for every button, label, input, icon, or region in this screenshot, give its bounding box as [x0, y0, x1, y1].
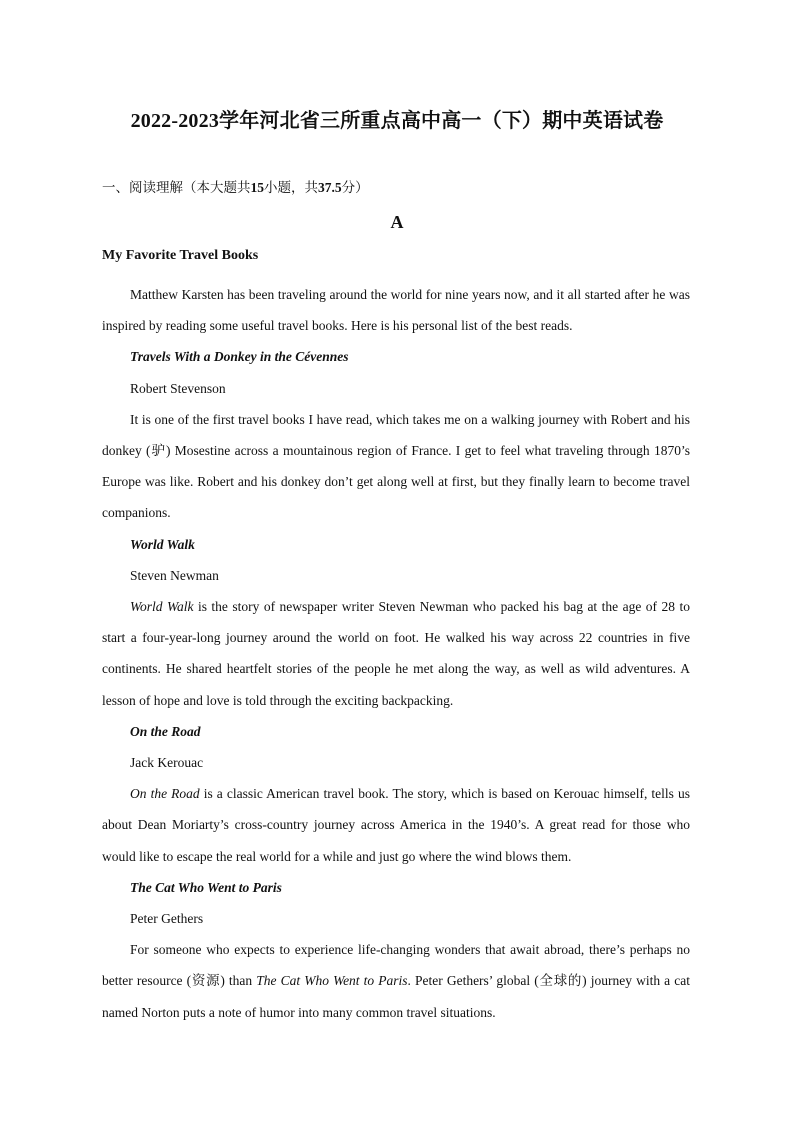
book-title: The Cat Who Went to Paris	[130, 879, 282, 895]
book-title-inline: On the Road	[130, 786, 200, 802]
section-heading	[102, 176, 369, 196]
book-description	[102, 778, 690, 872]
book-description-text: is a classic American travel book. The story, which is based on Kerouac himself, tells us about Dean Moriarty’s cross-country journey across America in the 1940’s. A great read for those who would like to escape the real world for a while and just go where the wind blows them.	[102, 786, 690, 864]
exam-title: 2022-2023学年河北省三所重点高中高一（下）期中英语试卷	[130, 110, 664, 132]
passage-body	[102, 279, 690, 1028]
book-description-text: . Peter Gethers’ global (全球的) journey with a cat named Norton puts a note of humor into many common travel situations.	[102, 973, 690, 1020]
question-count: 15	[250, 180, 264, 195]
book-author: Robert Stevenson	[130, 380, 226, 396]
book-title-inline: World Walk	[130, 599, 194, 615]
book-author: Steven Newman	[130, 567, 219, 583]
section-heading-suffix: 分）	[341, 180, 369, 195]
book-author: Jack Kerouac	[130, 755, 204, 771]
book-title: World Walk	[130, 536, 195, 552]
book-description	[102, 591, 690, 716]
section-heading-middle: 小题，共	[264, 180, 318, 195]
book-author: Peter Gethers	[130, 911, 204, 927]
section-heading-prefix: 一、阅读理解（本大题共	[102, 180, 251, 195]
passage-label: A	[390, 212, 404, 232]
book-title: On the Road	[130, 723, 201, 739]
book-description-text: For someone who expects to experience life-changing wonders that await abroad, there’s perhaps no better resource (资源) than	[102, 942, 690, 989]
book-description-text: is the story of newspaper writer Steven Newman who packed his bag at the age of 28 to start a four-year-long journey around the world on foot. He walked his way across 22 countries in five continents. He shared heartfelt stories of the people he met along the way, as well as wild adventures. A lesson of hope and love is told through the exciting backpacking.	[102, 599, 690, 708]
passage-title: My Favorite Travel Books	[102, 248, 259, 263]
book-description: It is one of the first travel books I have read, which takes me on a walking journey with Robert and his donkey (驴) Mosestine across a mountainous region of France. I get to feel what traveling through 1870’s Europe was like. Robert and his donkey don’t get along well at first, but they finally learn to become travel companions.	[102, 411, 690, 521]
book-title-inline: The Cat Who Went to Paris	[256, 973, 408, 989]
book-title: Travels With a Donkey in the Cévennes	[130, 349, 349, 365]
intro-paragraph: Matthew Karsten has been traveling around the world for nine years now, and it all started after he was inspired by reading some useful travel books. Here is his personal list of the best reads.	[102, 287, 690, 334]
book-description	[102, 934, 690, 1028]
total-points: 37.5	[318, 180, 342, 195]
